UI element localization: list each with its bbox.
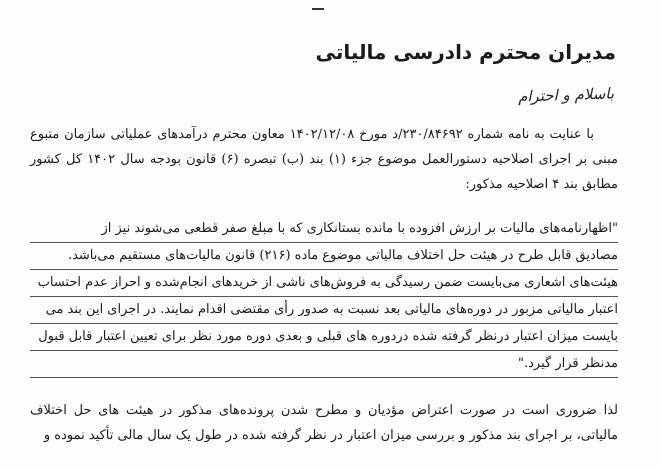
intro-paragraph: با عنایت به نامه شماره ۲۳۰/۸۴۶۹۲/د مورخ ۱۴۰۲/۱۲/۰۸ معاون محترم درآمدهای عملیاتی سازمان متبوع مبنی بر اجرای اصلاحیه دستورالعمل موضوع جزء (۱) بند (ب) تبصره (۶) قانون بودجه سال ۱۴۰۲ کل کشور مطابق بند ۴ اصلاحیه مذکور: bbox=[30, 127, 618, 192]
quote-line: مصادیق قابل طرح در هیئت حل اختلاف مالیاتی موضوع ماده (۲۱۶) قانون مالیات‌های مستقیم می‌باشد. bbox=[30, 243, 618, 270]
quote-line: بایست میزان اعتبار درنظر گرفته شده دردوره های قبلی و بعدی دوره مورد نظر برای تعیین اعتبار قابل قبول bbox=[30, 324, 618, 351]
conclusion-paragraph: لذا ضروری است در صورت اعتراض مؤدیان و مطرح شدن پرونده‌های مذکور در هیئت های حل اختلاف مالیاتی، بر اجرای بند مذکور و بررسی میزان اعتبار در نظر گرفته شده در طول یک سال مالی تأکید نموده و bbox=[30, 403, 618, 443]
letter-address: مدیران محترم دادرسی مالیاتی bbox=[315, 40, 616, 64]
quoted-clause bbox=[30, 216, 618, 378]
quote-line: مدنظر قرار گیرد." bbox=[30, 351, 618, 378]
handwritten-salutation: باسلام و احترام bbox=[517, 84, 615, 106]
quote-line: اعتبار مالیاتی مزبور در دوره‌های مالیاتی بعد نسبت به صدور رأی مقتضی اقدام نمایند. در اجرای این بند می bbox=[30, 297, 618, 324]
page-top-mark bbox=[312, 0, 324, 10]
quote-line: "اظهارنامه‌های مالیات بر ارزش افزوده با مانده بستانکاری که با مبلغ صفر قطعی می‌شوند نیز از bbox=[30, 216, 618, 243]
quote-line: هیئت‌های اشعاری می‌بایست ضمن رسیدگی به فروش‌های ناشی از خریدهای انجام‌شده و احراز عدم احتساب bbox=[30, 270, 618, 297]
